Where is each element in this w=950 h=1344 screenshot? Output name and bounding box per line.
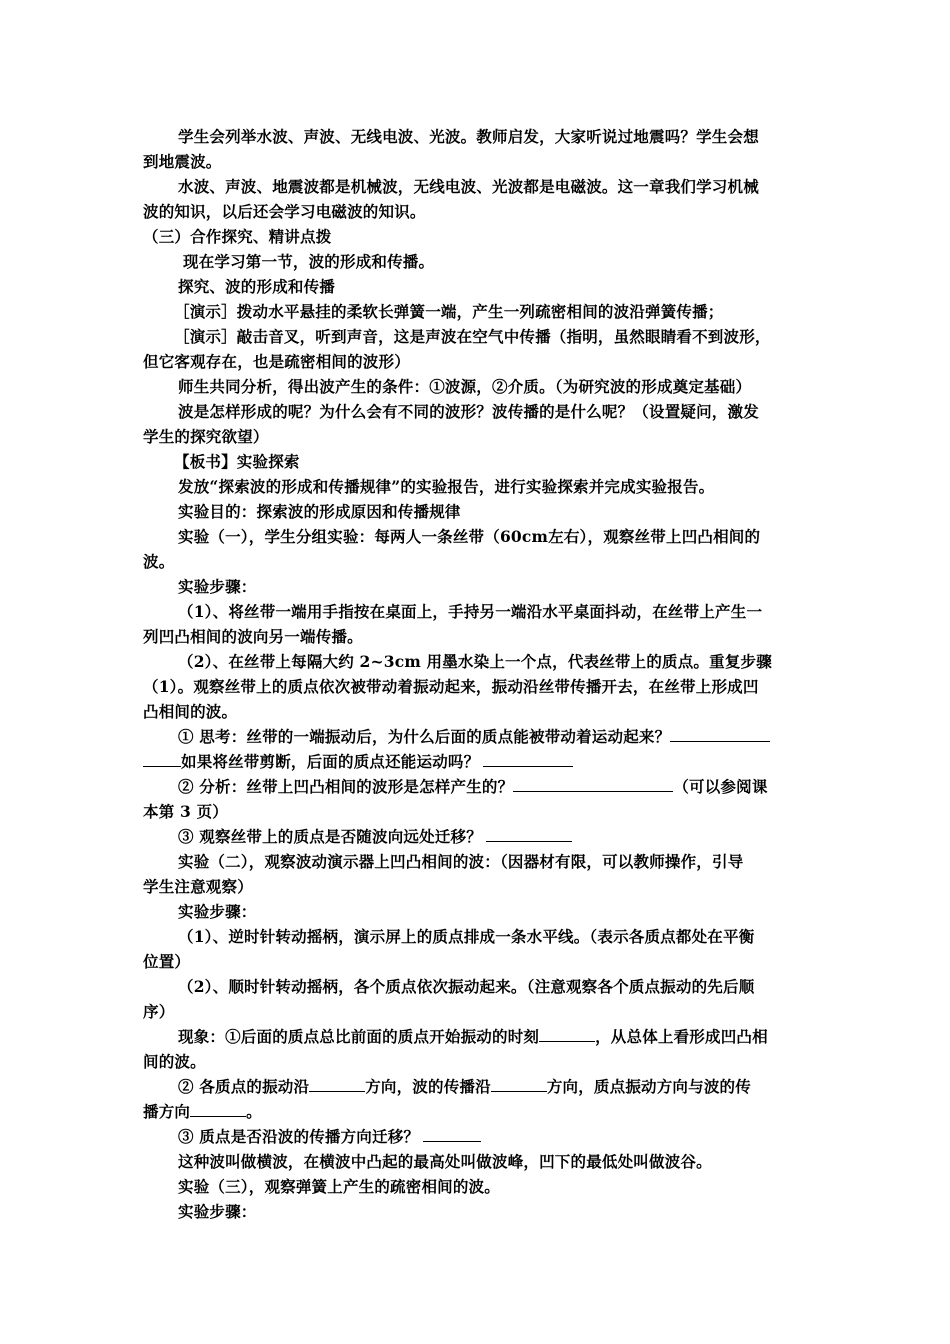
text-line: 波。 bbox=[143, 552, 175, 571]
text-line: 间的波。 bbox=[143, 1052, 206, 1071]
answer-blank[interactable] bbox=[513, 776, 673, 792]
section-heading: （三）合作探究、精讲点拨 bbox=[143, 227, 332, 246]
answer-blank[interactable] bbox=[143, 751, 181, 767]
text-line: 实验目的：探索波的形成原因和传播规律 bbox=[178, 502, 461, 521]
text-line: 水波、声波、地震波都是机械波，无线电波、光波都是电磁波。这一章我们学习机械 bbox=[178, 177, 759, 196]
answer-blank[interactable] bbox=[423, 1126, 481, 1142]
text-line: 实验（二），观察波动演示器上凹凸相间的波：（因器材有限，可以教师操作，引导 bbox=[178, 852, 744, 871]
answer-blank[interactable] bbox=[483, 751, 573, 767]
answer-blank[interactable] bbox=[486, 826, 572, 842]
text-line: （2）、在丝带上每隔大约 2~3cm 用墨水染上一个点，代表丝带上的质点。重复步骤 bbox=[178, 652, 772, 671]
text-line: 学生注意观察） bbox=[143, 877, 253, 896]
question-text: 如果将丝带剪断，后面的质点还能运动吗？ bbox=[181, 752, 480, 771]
question-line bbox=[178, 826, 572, 848]
answer-blank[interactable] bbox=[309, 1076, 365, 1092]
text-line: 到地震波。 bbox=[143, 152, 222, 171]
question-line bbox=[178, 1126, 481, 1148]
text-line: 现在学习第一节，波的形成和传播。 bbox=[183, 252, 435, 271]
question-line bbox=[178, 1026, 768, 1048]
answer-blank[interactable] bbox=[539, 1026, 595, 1042]
text-line: 探究、波的形成和传播 bbox=[178, 277, 336, 296]
text-line: 师生共同分析，得出波产生的条件：①波源，②介质。（为研究波的形成奠定基础） bbox=[178, 377, 752, 396]
text-line: 本第 3 页） bbox=[143, 802, 228, 821]
question-text: ① 思考：丝带的一端振动后，为什么后面的质点能被带动着运动起来？ bbox=[178, 727, 671, 746]
text-line: （2）、顺时针转动摇柄，各个质点依次振动起来。（注意观察各个质点振动的先后顺 bbox=[178, 977, 755, 996]
question-line bbox=[178, 776, 768, 798]
question-line bbox=[143, 751, 573, 773]
text-line: 波的知识，以后还会学习电磁波的知识。 bbox=[143, 202, 426, 221]
question-text: （可以参阅课 bbox=[673, 777, 768, 796]
question-line bbox=[178, 726, 770, 748]
question-text: ② 各质点的振动沿 bbox=[178, 1077, 310, 1096]
text-line: ［演示］敲击音叉，听到声音，这是声波在空气中传播（指明，虽然眼睛看不到波形， bbox=[174, 327, 771, 346]
text-line: 但它客观存在，也是疏密相间的波形） bbox=[143, 352, 410, 371]
question-text: 。 bbox=[246, 1102, 262, 1121]
text-line: （1）、逆时针转动摇柄，演示屏上的质点排成一条水平线。（表示各质点都处在平衡 bbox=[178, 927, 755, 946]
question-line bbox=[143, 1101, 262, 1123]
question-text: 方向，质点振动方向与波的传 bbox=[546, 1077, 751, 1096]
text-line: 实验（三），观察弹簧上产生的疏密相间的波。 bbox=[178, 1177, 500, 1196]
text-line: 学生的探究欲望） bbox=[143, 427, 269, 446]
text-line: 学生会列举水波、声波、无线电波、光波。教师启发，大家听说过地震吗？学生会想 bbox=[178, 127, 759, 146]
answer-blank[interactable] bbox=[670, 726, 770, 742]
text-line: 实验步骤： bbox=[178, 577, 257, 596]
question-text: 方向，波的传播沿 bbox=[365, 1077, 491, 1096]
text-line: 【板书】实验探索 bbox=[174, 452, 300, 471]
text-line: （1）、将丝带一端用手指按在桌面上，手持另一端沿水平桌面抖动，在丝带上产生一 bbox=[178, 602, 763, 621]
text-line: 发放“探索波的形成和传播规律”的实验报告，进行实验探索并完成实验报告。 bbox=[178, 477, 715, 496]
answer-blank[interactable] bbox=[190, 1101, 246, 1117]
text-line: ［演示］拨动水平悬挂的柔软长弹簧一端，产生一列疏密相间的波沿弹簧传播； bbox=[174, 302, 724, 321]
question-text: 现象：①后面的质点总比前面的质点开始振动的时刻 bbox=[178, 1027, 540, 1046]
text-line: （1）。观察丝带上的质点依次被带动着振动起来，振动沿丝带传播开去，在丝带上形成凹 bbox=[143, 677, 759, 696]
text-line: 凸相间的波。 bbox=[143, 702, 238, 721]
question-line bbox=[178, 1076, 751, 1098]
text-line: 序） bbox=[143, 1002, 175, 1021]
text-line: 波是怎样形成的呢？为什么会有不同的波形？波传播的是什么呢？（设置疑问，激发 bbox=[178, 402, 759, 421]
text-line: 位置） bbox=[143, 952, 191, 971]
question-text: ③ 观察丝带上的质点是否随波向远处迁移？ bbox=[178, 827, 482, 846]
text-line: 列凹凸相间的波向另一端传播。 bbox=[143, 627, 363, 646]
answer-blank[interactable] bbox=[491, 1076, 547, 1092]
question-text: 播方向 bbox=[143, 1102, 191, 1121]
text-line: 实验（一），学生分组实验：每两人一条丝带（60cm左右），观察丝带上凹凸相间的 bbox=[178, 527, 761, 546]
question-text: ③ 质点是否沿波的传播方向迁移？ bbox=[178, 1127, 420, 1146]
text-line: 这种波叫做横波，在横波中凸起的最高处叫做波峰，凹下的最低处叫做波谷。 bbox=[178, 1152, 712, 1171]
question-text: ② 分析：丝带上凹凸相间的波形是怎样产生的？ bbox=[178, 777, 514, 796]
question-text: ，从总体上看形成凹凸相 bbox=[595, 1027, 768, 1046]
text-line: 实验步骤： bbox=[178, 902, 257, 921]
text-line: 实验步骤： bbox=[178, 1202, 257, 1221]
